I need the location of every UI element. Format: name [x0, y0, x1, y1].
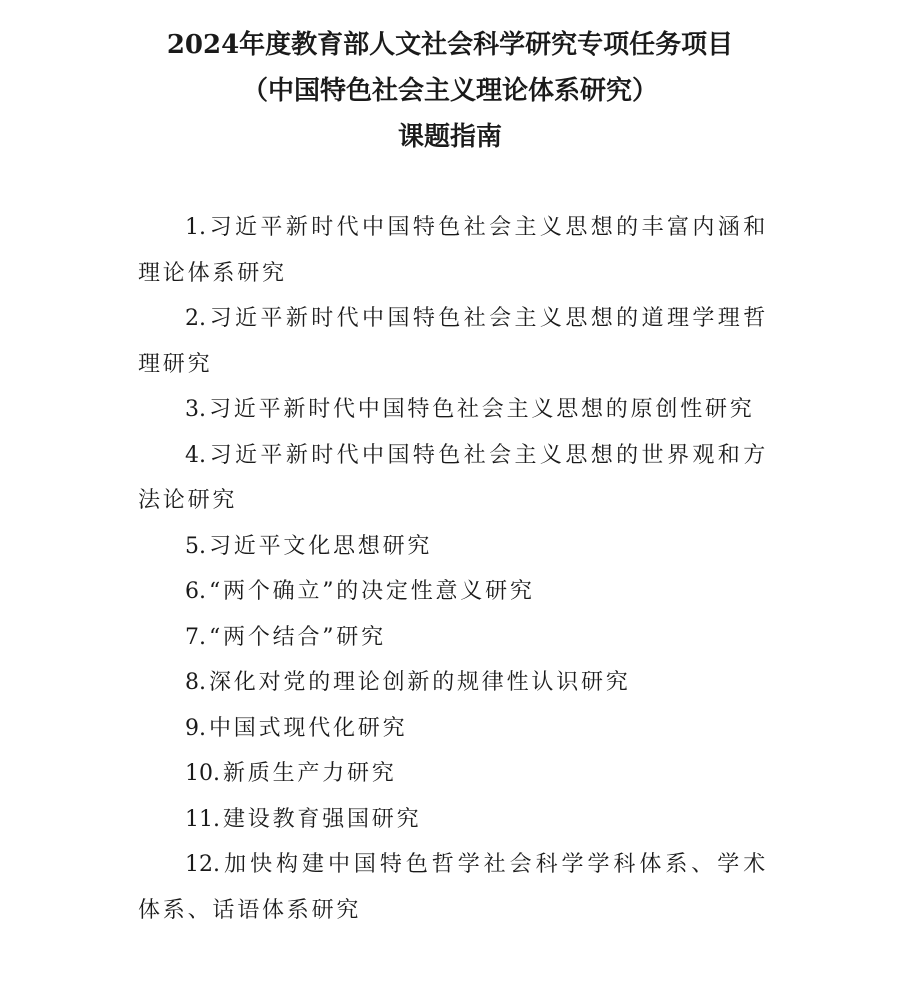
document-title-line-2: （中国特色社会主义理论体系研究）	[241, 76, 658, 106]
topic-text: 习近平新时代中国特色社会主义思想的原创性研究	[209, 397, 755, 422]
topic-number: 2.	[185, 306, 206, 331]
topic-number: 6.	[185, 579, 206, 604]
topic-text: 建设教育强国研究	[223, 806, 422, 832]
topic-number: 1.	[185, 215, 206, 240]
document-title-line-3: 课题指南	[397, 122, 502, 152]
topic-number: 9.	[185, 715, 206, 741]
topic-number: 12.	[185, 852, 220, 877]
document-title-line-1: 2024年度教育部人文社会科学研究专项任务项目	[166, 30, 734, 60]
topic-item-3	[138, 387, 768, 433]
topic-text: 加快构建中国特色哲学社会科学学科体系、学术体系、话语体系研究	[138, 852, 768, 923]
topic-item-12	[138, 842, 768, 933]
topic-text: “两个结合”研究	[209, 624, 386, 650]
topic-text: 习近平文化思想研究	[209, 533, 433, 559]
topic-item-1	[138, 205, 768, 296]
topic-item-6	[138, 569, 768, 615]
topic-item-2	[138, 296, 768, 387]
topic-text: 习近平新时代中国特色社会主义思想的世界观和方法论研究	[138, 442, 768, 513]
topic-number: 7.	[185, 624, 206, 650]
topic-number: 10.	[185, 761, 220, 786]
topic-text: 习近平新时代中国特色社会主义思想的道理学理哲理研究	[138, 306, 768, 377]
topic-text: 习近平新时代中国特色社会主义思想的丰富内涵和理论体系研究	[138, 215, 768, 286]
topic-text: 深化对党的理论创新的规律性认识研究	[209, 670, 631, 695]
topic-item-7	[138, 615, 768, 661]
topic-item-9	[138, 706, 768, 752]
topic-item-4	[138, 433, 768, 524]
topic-item-5	[138, 524, 768, 570]
topic-item-10	[138, 751, 768, 797]
topic-text: “两个确立”的决定性意义研究	[209, 579, 535, 604]
topic-list	[138, 205, 768, 933]
topic-number: 5.	[185, 533, 206, 559]
topic-item-11	[138, 797, 768, 843]
topic-number: 8.	[185, 670, 206, 695]
topic-number: 11.	[185, 806, 220, 832]
topic-item-8	[138, 660, 768, 706]
topic-number: 4.	[185, 442, 206, 468]
topic-text: 新质生产力研究	[223, 761, 397, 786]
topic-text: 中国式现代化研究	[209, 715, 408, 741]
topic-number: 3.	[185, 397, 206, 422]
